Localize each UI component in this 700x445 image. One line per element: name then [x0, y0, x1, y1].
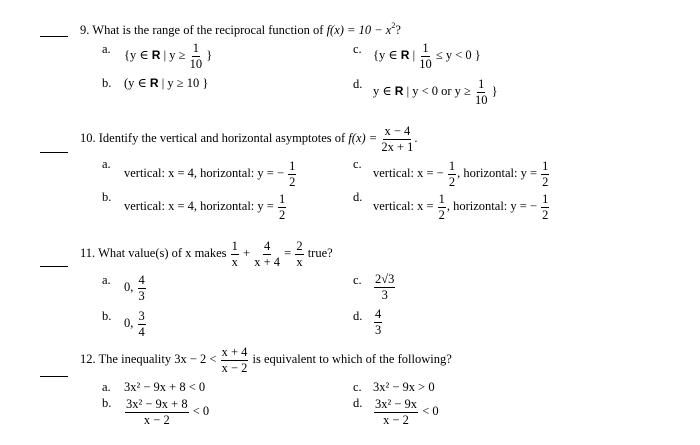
option-label-a[interactable]: a.: [102, 42, 111, 56]
option-text: , horizontal: y =: [457, 165, 538, 180]
stem-text: Identify the vertical and horizontal asymptotes of: [98, 130, 346, 145]
option-label-a[interactable]: a.: [102, 157, 111, 171]
option-c-content[interactable]: 3x² − 9x > 0: [373, 380, 435, 394]
set-close: }: [206, 47, 213, 62]
fraction-term-2: [254, 240, 280, 268]
set-condition: | y ≥: [163, 47, 186, 62]
numerator: 1: [192, 41, 199, 55]
option-label-b[interactable]: b.: [102, 396, 112, 410]
option-label-d[interactable]: d.: [353, 309, 363, 323]
option-b-content[interactable]: [124, 398, 209, 426]
fraction-term-3: [295, 240, 303, 268]
question-10-stem: [80, 125, 418, 153]
real-numbers-symbol: R: [149, 76, 159, 90]
denominator: x: [296, 254, 303, 269]
numerator: 3x² − 9x + 8: [126, 397, 188, 411]
set-open: (y ∈: [124, 76, 147, 90]
option-b-content[interactable]: [124, 77, 208, 90]
option-prefix: 0,: [124, 279, 134, 294]
stem-end: is equivalent to which of the following?: [252, 351, 452, 366]
option-label-a[interactable]: a.: [102, 380, 111, 394]
denominator: 2: [542, 207, 549, 222]
real-numbers-symbol: R: [400, 47, 410, 62]
numerator: x + 4: [221, 345, 248, 359]
fraction: [288, 160, 296, 188]
option-b-content[interactable]: [124, 310, 147, 338]
option-c-content[interactable]: [373, 160, 550, 188]
stem-text: What value(s) of x makes: [98, 245, 227, 260]
numerator: 4: [263, 239, 271, 253]
fraction: [541, 193, 549, 221]
denominator: x − 2: [143, 412, 170, 427]
denominator: 2: [438, 207, 445, 222]
numerator: 1: [231, 239, 238, 253]
option-a-content[interactable]: [124, 274, 147, 302]
option-d-content[interactable]: [373, 308, 383, 336]
fraction: [448, 160, 456, 188]
fraction: [138, 274, 146, 302]
option-text: vertical: x = 4, horizontal: y = −: [124, 165, 284, 180]
option-label-b[interactable]: b.: [102, 309, 112, 323]
numerator: 2: [296, 239, 303, 253]
denominator: x − 2: [383, 412, 409, 427]
option-d-content[interactable]: [373, 398, 439, 426]
option-prefix: 0,: [124, 315, 134, 330]
question-number: 11.: [80, 245, 96, 260]
answer-blank-q11[interactable]: [40, 266, 68, 267]
numerator: 3: [138, 309, 145, 323]
function-fraction: [381, 125, 413, 153]
stem-text: The inequality 3x − 2 <: [98, 351, 217, 366]
answer-blank-q9[interactable]: [40, 36, 68, 37]
option-label-d[interactable]: d.: [353, 190, 363, 204]
option-text: vertical: x = 4, horizontal: y =: [124, 198, 274, 213]
option-label-d[interactable]: d.: [353, 77, 363, 91]
set-condition: | y ≥ 10 }: [161, 76, 209, 90]
fraction: [374, 273, 395, 301]
numerator: 1: [542, 192, 549, 206]
stem-end: .: [414, 130, 418, 145]
numerator: 4: [138, 273, 145, 287]
option-label-a[interactable]: a.: [102, 273, 111, 287]
denominator: x + 4: [254, 254, 281, 269]
option-label-c[interactable]: c.: [353, 380, 362, 394]
option-text: , horizontal: y = −: [446, 198, 537, 213]
set-open: y ∈: [373, 83, 392, 98]
question-12-stem: [80, 346, 452, 374]
function-lhs: f(x) =: [348, 130, 378, 145]
denominator: 2: [542, 174, 549, 189]
denominator: 3: [138, 288, 145, 303]
option-tail: < 0: [422, 403, 439, 418]
question-11-stem: [80, 240, 333, 268]
denominator: 2: [289, 174, 296, 189]
fraction: [374, 398, 418, 426]
numerator: 1: [289, 159, 296, 173]
operator: =: [284, 245, 292, 260]
denominator: 10: [419, 56, 432, 71]
denominator: 2: [448, 174, 456, 189]
fraction: [190, 42, 203, 70]
set-bar: |: [412, 47, 416, 62]
denominator: x − 2: [221, 360, 248, 375]
denominator: 2x + 1: [381, 139, 414, 154]
option-label-b[interactable]: b.: [102, 190, 112, 204]
function-expression: f(x) = 10 − x: [326, 23, 392, 37]
numerator: 4: [375, 307, 382, 321]
denominator: 4: [138, 324, 145, 339]
option-d-content[interactable]: [373, 193, 550, 221]
fraction: [278, 193, 286, 221]
stem-end: ?: [395, 23, 401, 37]
fraction: [541, 160, 549, 188]
numerator: 1: [542, 159, 549, 173]
option-label-c[interactable]: c.: [353, 273, 362, 287]
numerator: 1: [278, 192, 286, 206]
numerator: 2√3: [375, 272, 395, 286]
denominator: 3: [381, 287, 388, 302]
fraction: [125, 398, 189, 426]
set-close: ≤ y < 0 }: [435, 47, 481, 62]
question-number: 12.: [80, 351, 96, 366]
denominator: 10: [475, 92, 488, 107]
option-a-content[interactable]: 3x² − 9x + 8 < 0: [124, 380, 206, 394]
fraction: [419, 42, 432, 70]
exponent: 2: [391, 21, 396, 30]
denominator: 2: [278, 207, 286, 222]
question-9-stem: [80, 21, 401, 37]
set-open: {y ∈: [124, 47, 149, 62]
option-label-b[interactable]: b.: [102, 76, 112, 90]
numerator: 1: [478, 77, 485, 91]
option-label-c[interactable]: c.: [353, 42, 362, 56]
inequality-fraction: [221, 346, 249, 374]
option-d-content[interactable]: [373, 78, 498, 106]
numerator: x − 4: [384, 124, 411, 138]
real-numbers-symbol: R: [394, 83, 404, 98]
denominator: 10: [189, 56, 203, 71]
option-label-d[interactable]: d.: [353, 396, 363, 410]
option-c-content[interactable]: [373, 42, 481, 70]
operator: +: [243, 245, 251, 260]
numerator: 3x² − 9x: [375, 397, 418, 411]
fraction: [374, 308, 382, 336]
numerator: 1: [448, 159, 456, 173]
set-open: {y ∈: [373, 47, 398, 62]
answer-blank-q10[interactable]: [40, 152, 68, 153]
stem-text: What is the range of the reciprocal function of: [92, 23, 324, 37]
fraction: [475, 78, 488, 106]
numerator: 1: [422, 41, 429, 55]
option-a-content[interactable]: [124, 42, 212, 70]
denominator: x: [231, 254, 238, 269]
question-number: 10.: [80, 130, 96, 145]
option-c-content[interactable]: [373, 273, 396, 301]
option-a-content[interactable]: [124, 160, 297, 188]
option-tail: < 0: [192, 403, 210, 418]
option-label-c[interactable]: c.: [353, 157, 362, 171]
set-close: }: [491, 83, 498, 98]
real-numbers-symbol: R: [151, 47, 161, 62]
fraction: [138, 310, 146, 338]
numerator: 1: [438, 192, 445, 206]
fraction-term-1: [231, 240, 239, 268]
option-text: vertical: x =: [373, 198, 434, 213]
set-condition: | y < 0 or y ≥: [406, 83, 471, 98]
option-b-content[interactable]: [124, 193, 287, 221]
option-text: vertical: x = −: [373, 165, 444, 180]
question-number: 9.: [80, 23, 90, 37]
fraction: [438, 193, 446, 221]
denominator: 3: [375, 322, 382, 337]
stem-end: true?: [307, 245, 333, 260]
answer-blank-q12[interactable]: [40, 376, 68, 377]
